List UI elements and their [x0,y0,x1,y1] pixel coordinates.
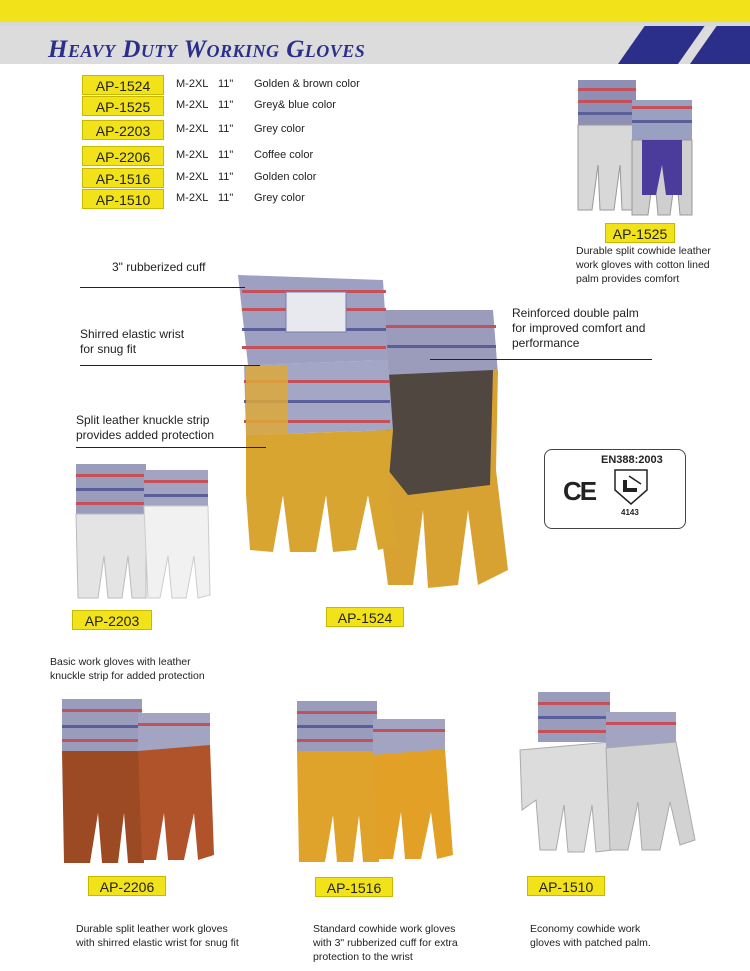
description-line: Durable split leather work gloves [76,923,228,935]
callout-knuckle [76,413,214,443]
callout-leader-line [430,359,652,360]
description-line: Standard cowhide work gloves [313,923,456,935]
glove-ap1524-main-image [228,270,528,605]
callout-text-line: Split leather knuckle strip [76,413,210,427]
certification-rating: 4143 [621,508,639,517]
spec-row [82,96,462,117]
product-description [576,244,746,286]
product-description [76,922,296,950]
glove-ap1516-image [295,697,460,869]
product-code-tag: AP-1525 [605,223,675,243]
callout-text-line: Shirred elastic wrist [80,327,185,341]
product-code-tag: AP-1525 [82,96,164,116]
description-line: Basic work gloves with leather [50,656,191,668]
glove-ap2203-image [72,460,222,605]
product-description [530,922,730,950]
spec-size: M-2XL [176,78,209,90]
callout-text-line: Reinforced double palm [512,306,639,320]
callout-text-line: provides added protection [76,428,215,442]
callout-palm [512,306,645,351]
spec-length: 11" [218,149,234,161]
spec-length: 11" [218,192,234,204]
product-code-tag: AP-1524 [82,75,164,95]
callout-leader-line [80,365,260,366]
spec-row [82,75,462,96]
spec-size: M-2XL [176,171,209,183]
description-line: work gloves with cotton lined [576,259,710,271]
spec-color: Golden color [254,171,317,183]
product-code-tag: AP-1516 [82,168,164,188]
spec-row [82,189,462,210]
glove-ap1525-image [570,70,710,220]
spec-color: Golden & brown color [254,78,360,90]
spec-row [82,120,462,141]
certification-standard: EN388:2003 [601,454,663,466]
spec-color: Grey& blue color [254,99,336,111]
callout-text-line: for snug fit [80,342,137,356]
spec-size: M-2XL [176,99,209,111]
spec-length: 11" [218,123,234,135]
certification-box [544,449,686,529]
product-code-tag: AP-2206 [88,876,166,896]
callout-wrist [80,327,184,357]
description-line: palm provides comfort [576,273,680,285]
ce-mark: CE [563,476,596,506]
description-line: with shirred elastic wrist for snug fit [76,937,239,949]
spec-size: M-2XL [176,149,209,161]
product-description [50,655,290,683]
product-code-tag: AP-1510 [527,876,605,896]
description-line: Economy cowhide work [530,923,641,935]
product-code-tag: AP-1510 [82,189,164,209]
spec-color: Coffee color [254,149,314,161]
spec-row [82,168,462,189]
product-code-tag: AP-2206 [82,146,164,166]
spec-length: 11" [218,171,234,183]
description-line: with 3" rubberized cuff for extra [313,937,458,949]
spec-color: Grey color [254,123,305,135]
spec-row [82,146,462,167]
spec-color: Grey color [254,192,305,204]
spec-length: 11" [218,99,234,111]
description-line: knuckle strip for added protection [50,670,205,682]
product-code-tag: AP-2203 [72,610,152,630]
description-line: Durable split cowhide leather [576,245,711,257]
callout-text-line: for improved comfort and [512,321,646,335]
callout-leader-line [80,287,245,288]
hand-cut-pictogram-icon [613,468,649,506]
product-description [313,922,513,964]
callout-text-line: performance [512,336,580,350]
glove-ap1510-image [510,690,700,860]
spec-size: M-2XL [176,192,209,204]
spec-size: M-2XL [176,123,209,135]
spec-length: 11" [218,78,234,90]
product-code-tag: AP-1516 [315,877,393,897]
description-line: protection to the wrist [313,951,413,963]
description-line: gloves with patched palm. [530,937,651,949]
glove-ap2206-image [60,695,220,870]
page-title: Heavy Duty Working Gloves [48,36,366,63]
callout-leader-line [76,447,266,448]
callout-cuff: 3" rubberized cuff [112,260,206,274]
product-code-tag: AP-1524 [326,607,404,627]
header-yellow-band [0,0,750,22]
product-code-tag: AP-2203 [82,120,164,140]
